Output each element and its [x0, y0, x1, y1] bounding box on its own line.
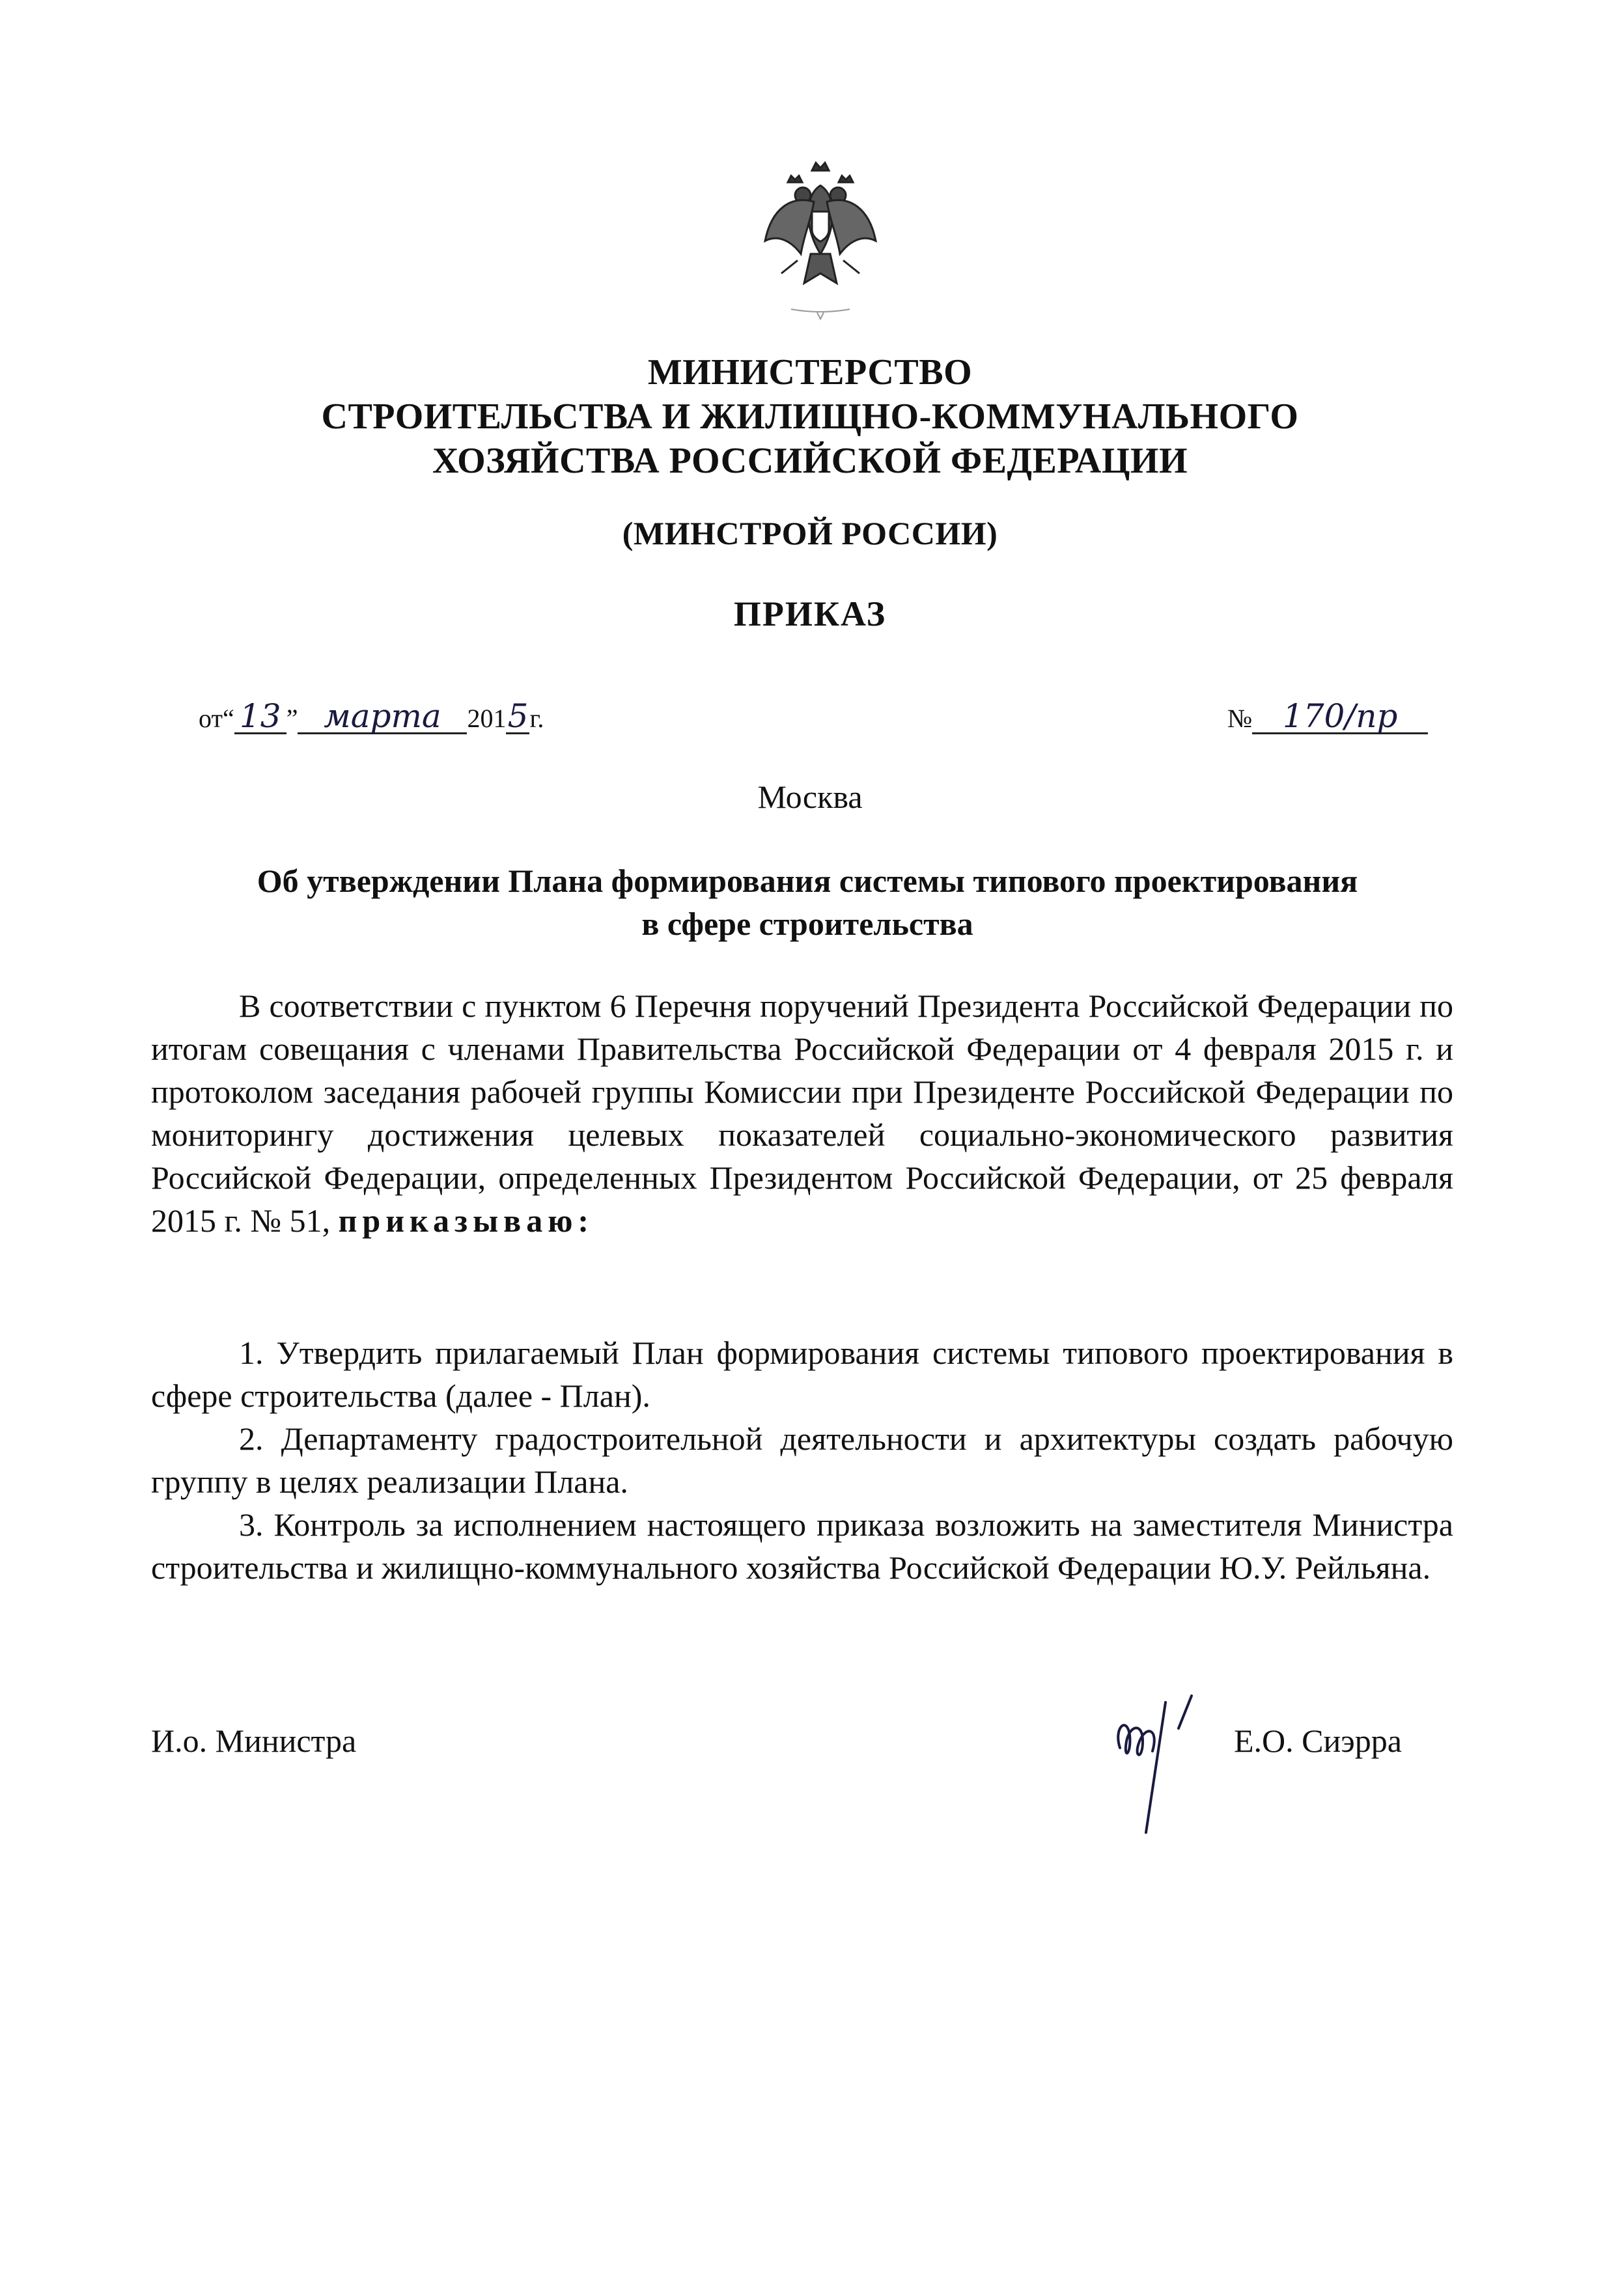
order-date [199, 697, 544, 735]
date-year-prefix: 201 [467, 704, 507, 733]
title-line2: в сфере строительства [641, 906, 973, 942]
number-prefix: № [1227, 704, 1253, 733]
title-line1: Об утверждении Плана формирования системы типового проектирования [257, 863, 1358, 899]
signatory-role: И.о. Министра [151, 1722, 357, 1759]
signatory-name: Е.О. Сиэрра [1234, 1722, 1402, 1759]
date-year-digit: 5 [506, 700, 529, 734]
document-type: ПРИКАЗ [733, 594, 887, 633]
order-item-2: 2. Департаменту градостроительной деятельности и архитектуры создать рабочую группу в целях реализации Плана. [151, 1420, 1453, 1500]
ministry-title-line1: МИНИСТЕРСТВО [647, 352, 973, 393]
number-value: 170/пр [1252, 700, 1428, 734]
date-year-suffix: г. [529, 704, 544, 733]
date-day: 13 [234, 700, 286, 734]
ministry-title-line2: СТРОИТЕЛЬСТВА И ЖИЛИЩНО-КОММУНАЛЬНОГО [321, 396, 1299, 437]
handwritten-signature [1107, 1689, 1211, 1839]
city: Москва [757, 779, 863, 815]
document-title [195, 859, 1419, 945]
ministry-abbreviation: (МИНСТРОЙ РОССИИ) [622, 515, 998, 551]
date-close-quote: ” [286, 704, 298, 733]
order-word: приказываю: [338, 1202, 594, 1239]
order-item-1: 1. Утвердить прилагаемый План формирования системы типового проектирования в сфере строительства (далее - План). [151, 1335, 1453, 1414]
preamble-paragraph [151, 984, 1453, 1242]
ministry-title-line3: ХОЗЯЙСТВА РОССИЙСКОЙ ФЕДЕРАЦИИ [432, 441, 1188, 481]
coat-of-arms-icon [752, 156, 889, 325]
date-prefix: от [199, 704, 223, 733]
preamble-text: В соответствии с пунктом 6 Перечня поручений Президента Российской Федерации по итогам совещания с членами Правительства Российской Федерации от 4 февраля 2015 г. и протоколом заседания рабочей группы Комиссии при Президенте Российской Федерации по мониторингу достижения целевых показателей социально-экономического развития Российской Федерации, определенных Президентом Российской Федерации, от 25 февраля 2015 г. № 51, [151, 988, 1453, 1239]
order-item-3: 3. Контроль за исполнением настоящего приказа возложить на заместителя Министра строительства и жилищно-коммунального хозяйства Российской Федерации Ю.У. Рейльяна. [151, 1506, 1453, 1586]
date-month: марта [298, 700, 467, 734]
order-number [1227, 697, 1428, 735]
date-open-quote: “ [222, 704, 234, 733]
